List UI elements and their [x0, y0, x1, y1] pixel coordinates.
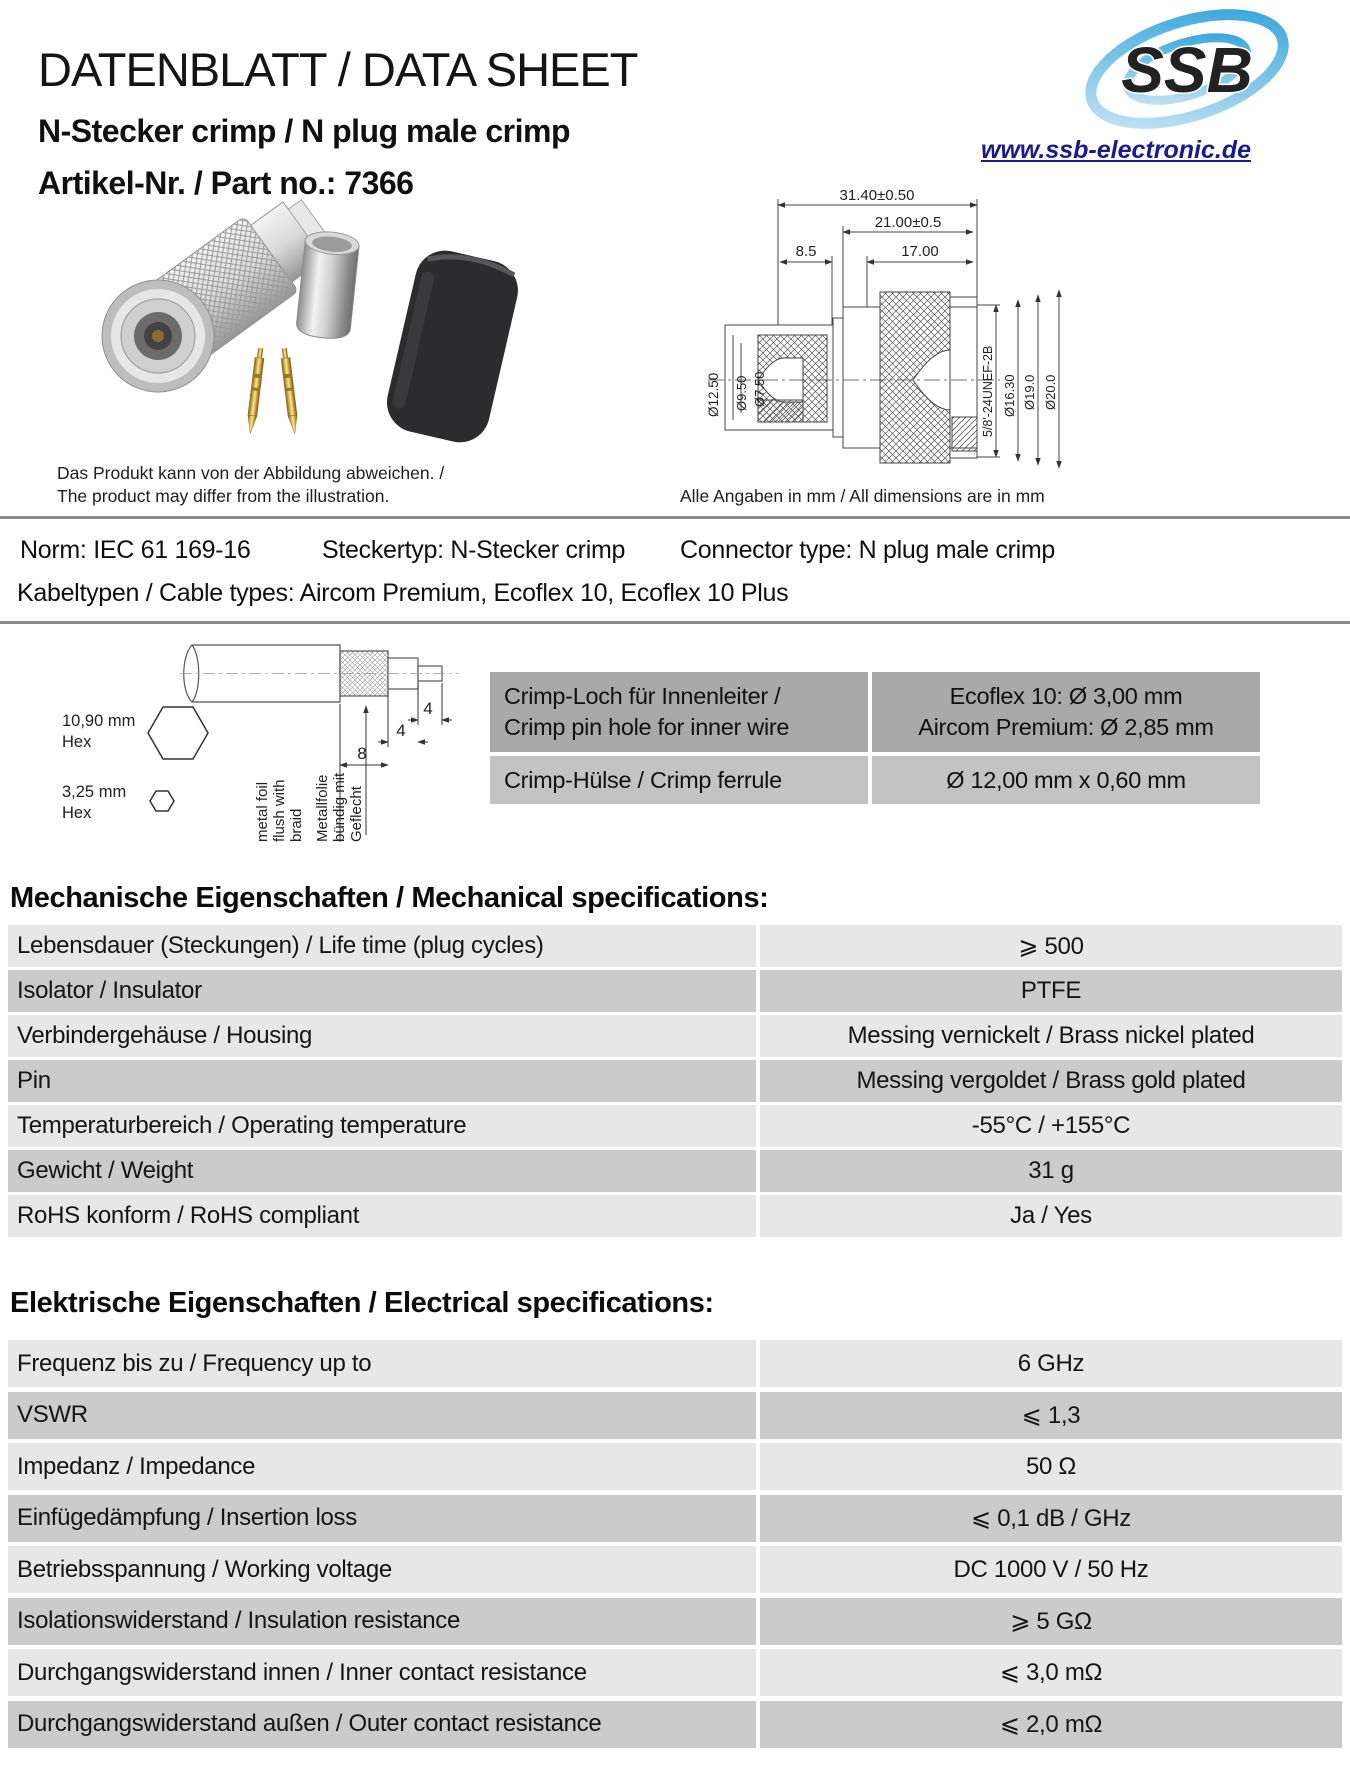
- table-row: [8, 1392, 1342, 1439]
- electrical-table: [8, 1340, 1342, 1752]
- table-row: [8, 1546, 1342, 1593]
- spec-label: Frequenz bis zu / Frequency up to: [8, 1340, 756, 1387]
- table-row: [8, 1015, 1342, 1057]
- spec-value: ⩽ 1,3: [760, 1392, 1342, 1439]
- photo-disclaimer-de: Das Produkt kann von der Abbildung abweichen. /: [57, 463, 445, 483]
- spec-value: ⩽ 2,0 mΩ: [760, 1701, 1342, 1748]
- dim-body-length: 21.00±0.5: [874, 214, 942, 231]
- hex-large-label: Hex: [62, 733, 92, 751]
- hex-large-size: 10,90 mm: [62, 712, 136, 730]
- table-row: [8, 1495, 1342, 1542]
- spec-label: Durchgangswiderstand außen / Outer contact resistance: [8, 1701, 756, 1748]
- hex-small-label: Hex: [62, 804, 92, 822]
- dim-knurl-length: 17.00: [901, 243, 939, 260]
- strip-note-en-3: braid: [288, 808, 305, 842]
- connector-type-de: Steckertyp: N-Stecker crimp: [322, 536, 626, 564]
- ssb-logo-icon: [1068, 6, 1306, 140]
- table-row: [8, 1195, 1342, 1237]
- table-row: [8, 1598, 1342, 1645]
- photo-disclaimer-en: The product may differ from the illustration.: [57, 486, 390, 506]
- crimp-ferrule: [295, 229, 360, 340]
- gold-pins: [246, 347, 299, 434]
- strip-note-de-1: Metallfolie: [314, 774, 331, 842]
- dim-dia-7-50: Ø7.50: [752, 371, 767, 407]
- dim-dia-19-0: Ø19.0: [1022, 374, 1037, 410]
- table-row: [8, 1701, 1342, 1748]
- strip-note-en-2: flush with: [271, 779, 288, 842]
- table-row: [8, 925, 1342, 967]
- spec-label: Gewicht / Weight: [8, 1150, 756, 1192]
- mechanical-table: [8, 925, 1342, 1240]
- mechanical-heading: Mechanische Eigenschaften / Mechanical specifications:: [10, 882, 769, 914]
- spec-value: ⩽ 0,1 dB / GHz: [760, 1495, 1342, 1542]
- spec-label: Pin: [8, 1060, 756, 1102]
- spec-value: Messing vernickelt / Brass nickel plated: [760, 1015, 1342, 1057]
- spec-label: Isolationswiderstand / Insulation resistance: [8, 1598, 756, 1645]
- electrical-heading: Elektrische Eigenschaften / Electrical specifications:: [10, 1287, 714, 1319]
- spec-value: DC 1000 V / 50 Hz: [760, 1546, 1342, 1593]
- spec-value: -55°C / +155°C: [760, 1105, 1342, 1147]
- spec-label: Isolator / Insulator: [8, 970, 756, 1012]
- crimp-ferrule-label-text: Crimp-Hülse / Crimp ferrule: [504, 766, 782, 793]
- spec-value: 6 GHz: [760, 1340, 1342, 1387]
- connector-type-en: Connector type: N plug male crimp: [680, 536, 1055, 564]
- spec-label: Durchgangswiderstand innen / Inner contact resistance: [8, 1649, 756, 1696]
- strip-note-de-2: bündig mit: [331, 772, 348, 842]
- spec-label: Temperaturbereich / Operating temperature: [8, 1105, 756, 1147]
- crimp-ferrule-value: [872, 756, 1260, 804]
- spec-label: VSWR: [8, 1392, 756, 1439]
- photo-disclaimer: [57, 462, 444, 508]
- spec-label: Einfügedämpfung / Insertion loss: [8, 1495, 756, 1542]
- spec-label: Verbindergehäuse / Housing: [8, 1015, 756, 1057]
- strip-dim-step: 4: [396, 721, 406, 740]
- strip-dim-pin: 4: [423, 699, 433, 718]
- norm-label: Norm: IEC 61 169-16: [20, 536, 251, 564]
- spec-label: Lebensdauer (Steckungen) / Life time (plug cycles): [8, 925, 756, 967]
- technical-drawing: [700, 185, 1110, 470]
- spec-label: RoHS konform / RoHS compliant: [8, 1195, 756, 1237]
- crimp-hole-label-en: Crimp pin hole for inner wire: [504, 714, 790, 740]
- crimp-hole-value: [872, 672, 1260, 752]
- spec-value: ⩾ 500: [760, 925, 1342, 967]
- table-row: [8, 1150, 1342, 1192]
- website-link[interactable]: www.ssb-electronic.de: [981, 136, 1251, 164]
- table-row: [8, 1340, 1342, 1387]
- crimp-hole-label-de: Crimp-Loch für Innenleiter /: [504, 683, 781, 709]
- ssb-logo-text: SSB: [1121, 34, 1253, 106]
- table-row: [8, 1105, 1342, 1147]
- crimp-hole-value-aircom: Aircom Premium: Ø 2,85 mm: [918, 714, 1214, 740]
- spec-value: Ja / Yes: [760, 1195, 1342, 1237]
- table-row: [8, 1649, 1342, 1696]
- spec-value: 50 Ω: [760, 1443, 1342, 1490]
- hex-small-size: 3,25 mm: [62, 783, 127, 801]
- dim-rear-length: 8.5: [795, 243, 817, 260]
- divider-top: [0, 516, 1350, 519]
- strip-note-en-1: metal foil: [254, 781, 271, 842]
- spec-label: Impedanz / Impedance: [8, 1443, 756, 1490]
- heat-shrink-tube: [381, 245, 524, 448]
- crimp-hole-value-ecoflex: Ecoflex 10: Ø 3,00 mm: [949, 683, 1183, 709]
- table-row: [490, 756, 1260, 804]
- crimp-hole-label: [490, 672, 868, 752]
- crimp-ferrule-value-text: Ø 12,00 mm x 0,60 mm: [946, 766, 1186, 793]
- spec-value: Messing vergoldet / Brass gold plated: [760, 1060, 1342, 1102]
- spec-value: ⩽ 3,0 mΩ: [760, 1649, 1342, 1696]
- table-row: [8, 970, 1342, 1012]
- dim-dia-12-50: Ø12.50: [706, 372, 721, 417]
- strip-note-de-3: Geflecht: [348, 786, 365, 842]
- table-row: [8, 1443, 1342, 1490]
- product-subtitle: N-Stecker crimp / N plug male crimp: [38, 113, 570, 149]
- dim-thread: 5/8'-24UNEF-2B: [981, 345, 995, 437]
- strip-dim-braid: 8: [357, 744, 367, 763]
- spec-label: Betriebsspannung / Working voltage: [8, 1546, 756, 1593]
- divider-middle: [0, 621, 1350, 624]
- dim-dia-9-50: Ø9.50: [734, 375, 749, 411]
- cable-strip-diagram: [30, 630, 480, 845]
- crimp-table: [490, 672, 1260, 808]
- page-title: DATENBLATT / DATA SHEET: [38, 43, 638, 96]
- dim-total-length: 31.40±0.50: [839, 187, 915, 204]
- spec-value: 31 g: [760, 1150, 1342, 1192]
- table-row: [490, 672, 1260, 752]
- dim-dia-20-0: Ø20.0: [1043, 374, 1058, 410]
- spec-value: PTFE: [760, 970, 1342, 1012]
- spec-value: ⩾ 5 GΩ: [760, 1598, 1342, 1645]
- cable-types: Kabeltypen / Cable types: Aircom Premium, Ecoflex 10, Ecoflex 10 Plus: [17, 579, 789, 607]
- crimp-ferrule-label: [490, 756, 868, 804]
- product-photo: [88, 198, 533, 448]
- dim-dia-16-30: Ø16.30: [1002, 374, 1017, 417]
- units-note: Alle Angaben in mm / All dimensions are in mm: [680, 486, 1045, 506]
- part-number: Artikel-Nr. / Part no.: 7366: [38, 165, 414, 201]
- table-row: [8, 1060, 1342, 1102]
